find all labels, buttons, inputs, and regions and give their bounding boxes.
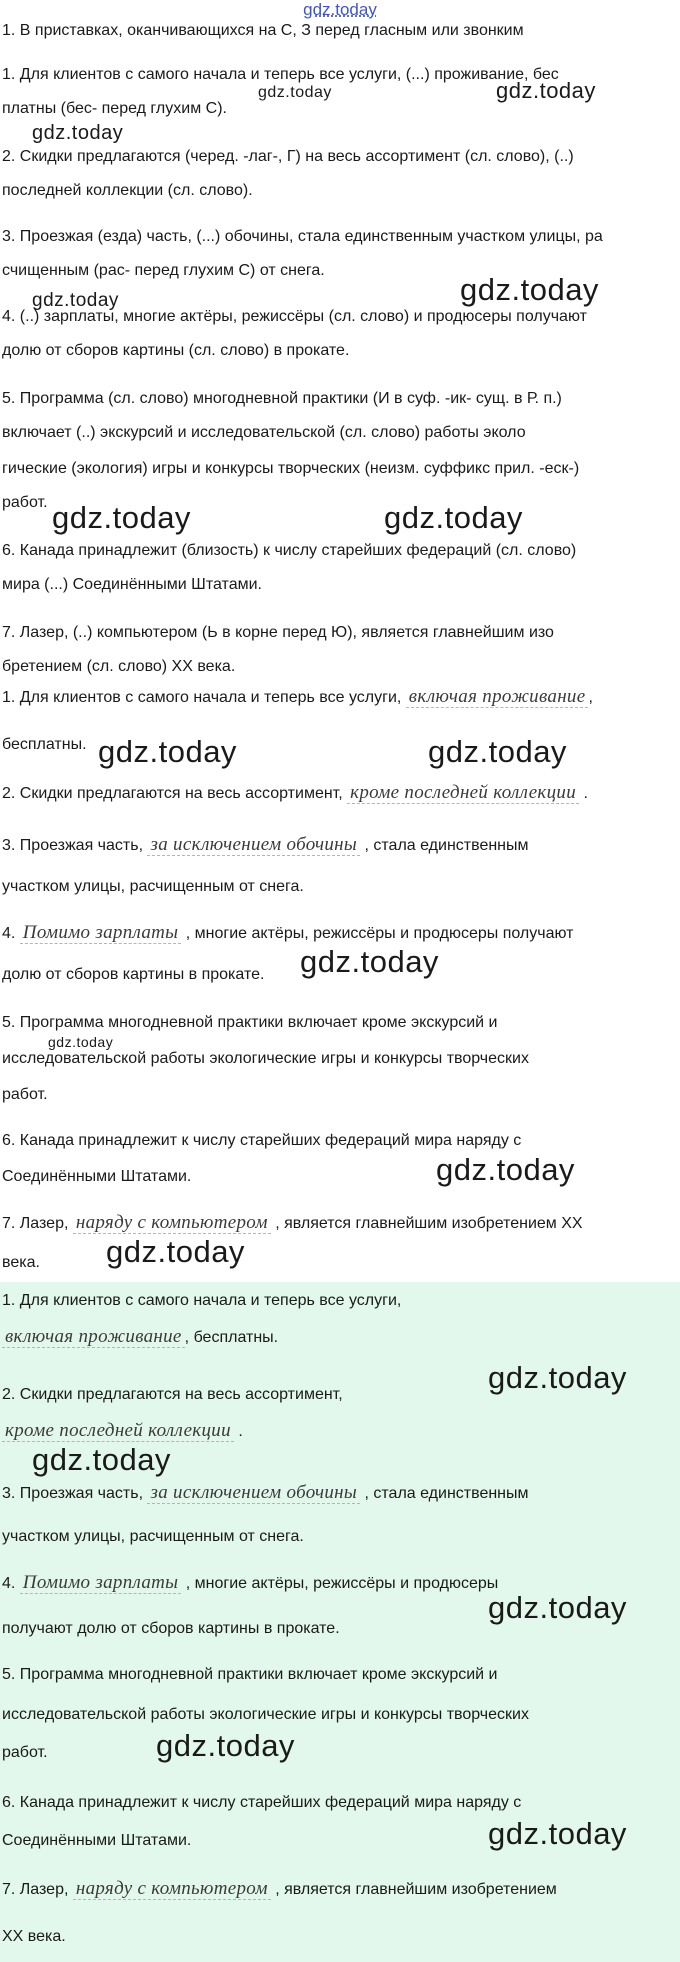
watermark: gdz.today — [52, 500, 191, 535]
analysis-line: 5. Программа (сл. слово) многодневной практики (И в суф. -ик- сущ. в Р. п.) — [2, 390, 562, 407]
final-line: 5. Программа многодневной практики включает кроме экскурсий и — [2, 1666, 498, 1683]
watermark: gdz.today — [488, 1590, 627, 1625]
handwritten-answer: Помимо зарплаты — [20, 1572, 182, 1594]
final-line: 2. Скидки предлагаются на весь ассортимент, — [2, 1386, 343, 1403]
watermark: gdz.today — [460, 272, 599, 307]
final-line: 4. Помимо зарплаты , многие актёры, режиссёры и продюсеры — [2, 1572, 499, 1593]
handwritten-answer: кроме последней коллекции — [2, 1420, 234, 1442]
handwritten-answer: наряду с компьютером — [73, 1212, 271, 1234]
watermark: gdz.today — [48, 1034, 114, 1050]
analysis-line: счищенным (рас- перед глухим С) от снега. — [2, 262, 325, 279]
analysis-line: долю от сборов картины (сл. слово) в прокате. — [2, 342, 350, 359]
rule-text: 1. В приставках, оканчивающихся на С, З перед гласным или звонким — [2, 22, 524, 39]
watermark: gdz.today — [488, 1816, 627, 1851]
answer-line: 7. Лазер, наряду с компьютером , является главнейшим изобретением XX — [2, 1212, 583, 1233]
answer-line: исследовательской работы экологические игры и конкурсы творческих — [2, 1050, 529, 1067]
analysis-line: мира (...) Соединёнными Штатами. — [2, 576, 262, 593]
final-line: работ. — [2, 1744, 48, 1761]
final-line: Соединёнными Штатами. — [2, 1832, 192, 1849]
analysis-line: платны (бес- перед глухим С). — [2, 100, 227, 117]
answer-line: долю от сборов картины в прокате. — [2, 966, 265, 983]
handwritten-answer: за исключением обочины — [147, 1482, 360, 1504]
answer-line: 1. Для клиентов с самого начала и теперь все услуги, включая проживание , — [2, 686, 593, 707]
handwritten-answer: включая проживание — [406, 686, 589, 708]
analysis-line: включает (..) экскурсий и исследовательской (сл. слово) работы эколо — [2, 424, 526, 441]
answer-line: 6. Канада принадлежит к числу старейших федераций мира наряду с — [2, 1132, 522, 1149]
answer-line: Соединёнными Штатами. — [2, 1168, 192, 1185]
watermark: gdz.today — [258, 84, 332, 101]
answer-line: 5. Программа многодневной практики включает кроме экскурсий и — [2, 1014, 498, 1031]
answer-line: 4. Помимо зарплаты , многие актёры, режиссёры и продюсеры получают — [2, 922, 574, 943]
analysis-line: гические (экология) игры и конкурсы творческих (неизм. суффикс прил. -еск-) — [2, 460, 580, 477]
final-line: включая проживание , бесплатны. — [0, 1328, 278, 1347]
handwritten-answer: за исключением обочины — [147, 834, 360, 856]
analysis-line: 7. Лазер, (..) компьютером (Ь в корне перед Ю), является главнейшим изо — [2, 624, 554, 641]
final-line: 1. Для клиентов с самого начала и теперь все услуги, — [2, 1292, 402, 1309]
final-line: 6. Канада принадлежит к числу старейших федераций мира наряду с — [2, 1794, 522, 1811]
final-line: исследовательской работы экологические игры и конкурсы творческих — [2, 1706, 529, 1723]
watermark: gdz.today — [32, 1442, 171, 1477]
analysis-line: бретением (сл. слово) XX века. — [2, 658, 236, 675]
handwritten-answer: включая проживание — [2, 1326, 185, 1348]
watermark: gdz.today — [106, 1234, 245, 1269]
handwritten-answer: Помимо зарплаты — [20, 922, 182, 944]
answer-line: века. — [2, 1254, 40, 1271]
analysis-line: 3. Проезжая (езда) часть, (...) обочины, стала единственным участком улицы, ра — [2, 228, 603, 245]
watermark: gdz.today — [488, 1360, 627, 1395]
analysis-line: 1. Для клиентов с самого начала и теперь все услуги, (...) проживание, бес — [2, 66, 559, 83]
final-line: 3. Проезжая часть, за исключением обочины , стала единственным — [2, 1482, 529, 1503]
final-line: 7. Лазер, наряду с компьютером , является главнейшим изобретением — [2, 1878, 557, 1899]
watermark: gdz.today — [32, 290, 119, 311]
analysis-line: 6. Канада принадлежит (близость) к числу старейших федераций (сл. слово) — [2, 542, 577, 559]
handwritten-answer: наряду с компьютером — [73, 1878, 271, 1900]
answer-line: бесплатны. — [2, 736, 87, 753]
answer-line: 3. Проезжая часть, за исключением обочины , стала единственным — [2, 834, 529, 855]
analysis-line: 4. (..) зарплаты, многие актёры, режиссёры (сл. слово) и продюсеры получают — [2, 308, 587, 325]
watermark: gdz.today — [496, 78, 596, 103]
watermark: gdz.today — [384, 500, 523, 535]
analysis-line: последней коллекции (сл. слово). — [2, 182, 253, 199]
final-line: XX века. — [2, 1928, 66, 1945]
answer-line: 2. Скидки предлагаются на весь ассортимент, кроме последней коллекции . — [2, 782, 588, 803]
final-line: кроме последней коллекции . — [0, 1422, 243, 1441]
watermark: gdz.today — [98, 734, 237, 769]
handwritten-answer: кроме последней коллекции — [347, 782, 579, 804]
answer-line: участком улицы, расчищенным от снега. — [2, 878, 304, 895]
watermark: gdz.today — [300, 944, 439, 979]
analysis-line: 2. Скидки предлагаются (черед. -лаг-, Г) на весь ассортимент (сл. слово), (..) — [2, 148, 574, 165]
top-watermark-link[interactable]: gdz.today — [303, 0, 377, 19]
final-line: получают долю от сборов картины в прокате. — [2, 1620, 340, 1637]
final-section — [0, 1282, 680, 1962]
watermark: gdz.today — [428, 734, 567, 769]
analysis-line: работ. — [2, 494, 48, 511]
watermark: gdz.today — [32, 122, 124, 144]
watermark: gdz.today — [156, 1728, 295, 1763]
answer-line: работ. — [2, 1086, 48, 1103]
watermark: gdz.today — [436, 1152, 575, 1187]
final-line: участком улицы, расчищенным от снега. — [2, 1528, 304, 1545]
